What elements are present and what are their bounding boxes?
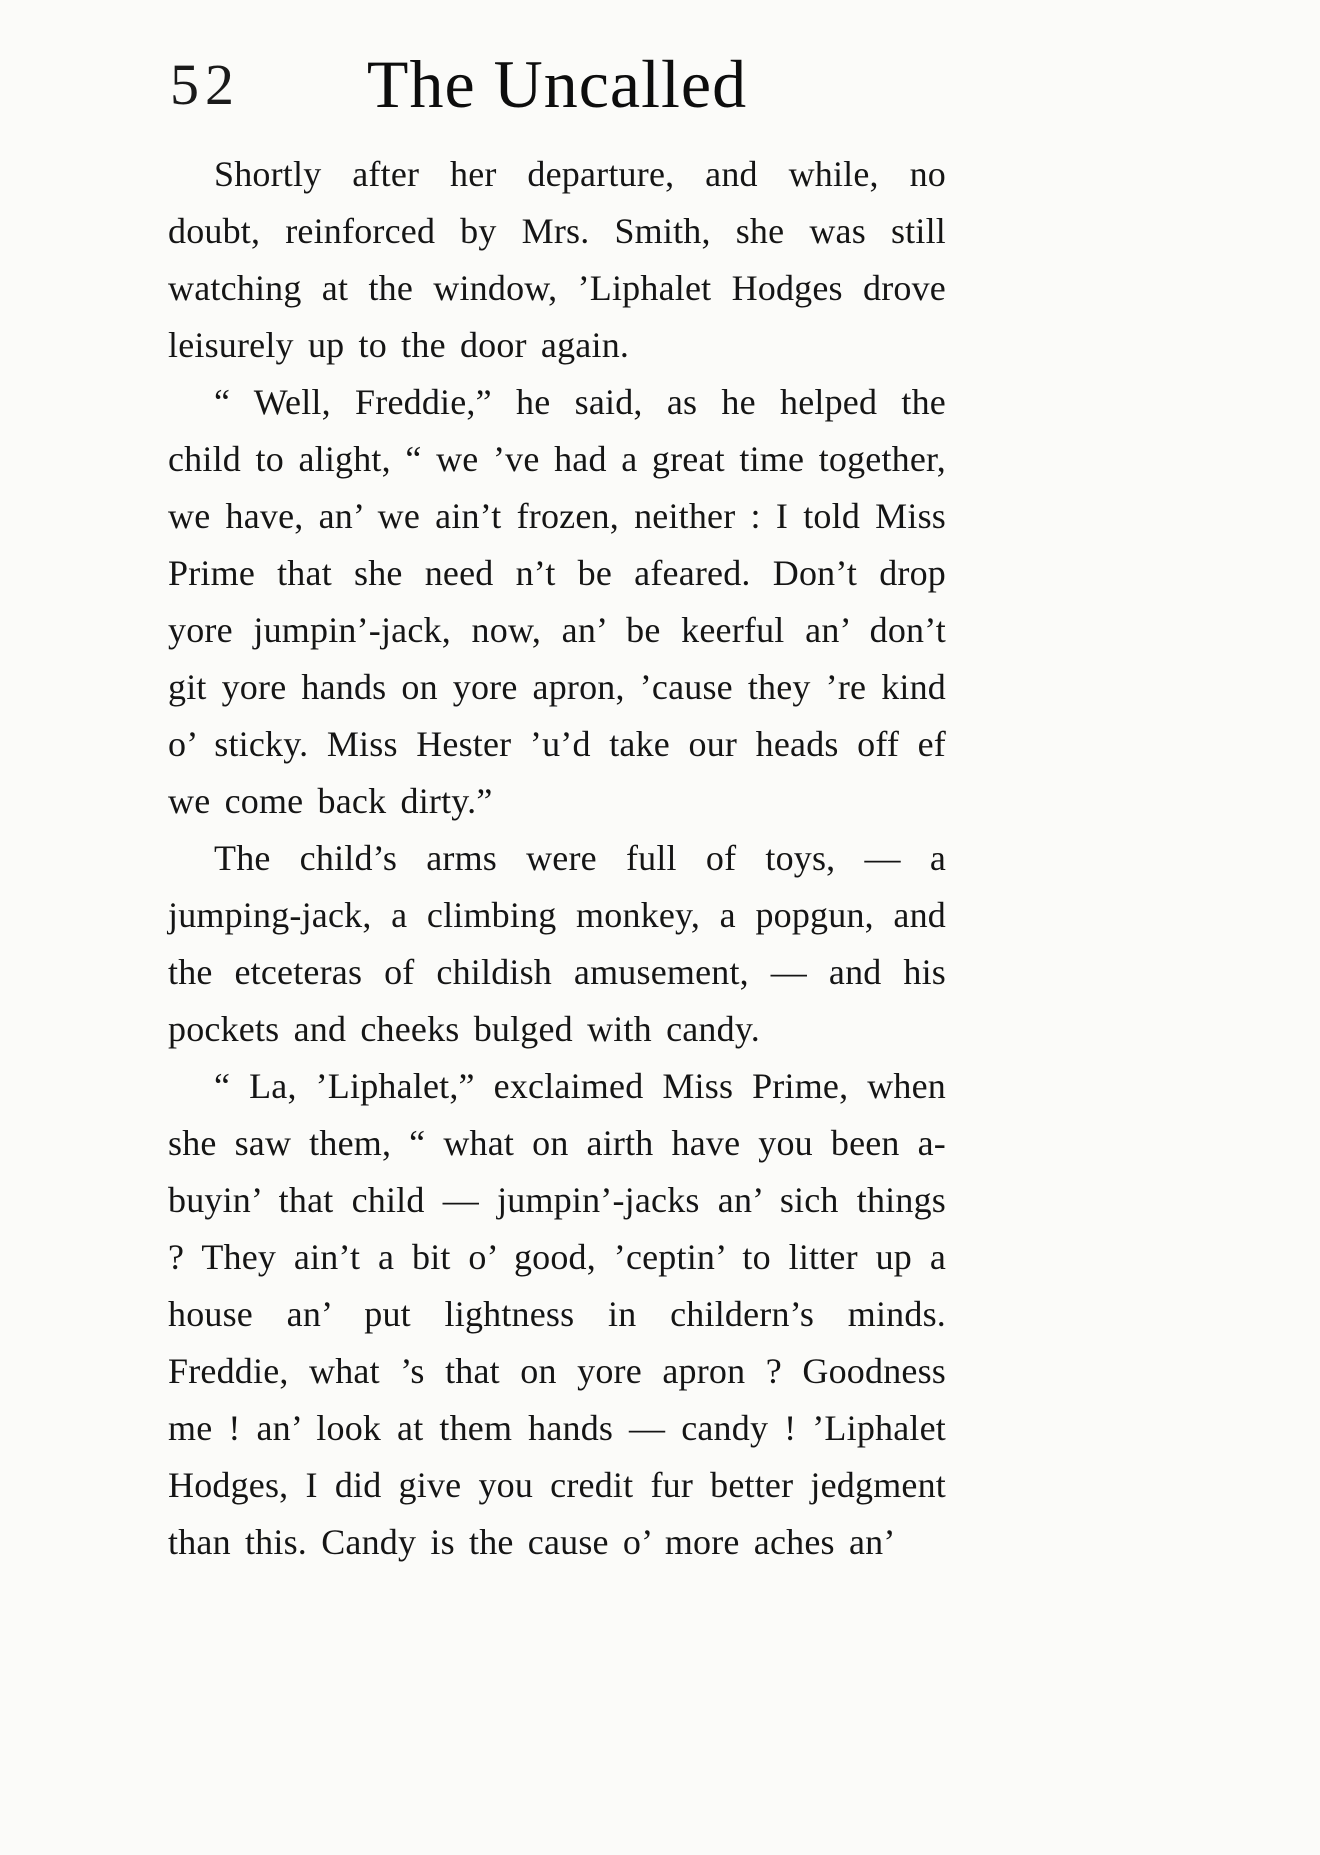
page-number: 52: [170, 52, 240, 117]
page-title: The Uncalled: [366, 46, 748, 122]
body-text: [168, 146, 946, 1571]
paragraph-1: Shortly after her departure, and while, no doubt, reinforced by Mrs. Smith, she was still watching at the window, ’Liphalet Hodges drove leisurely up to the door again.: [168, 154, 946, 365]
paragraph-3: The child’s arms were full of toys, — a jumping-jack, a climbing monkey, a popgun, and the etceteras of childish amusement, — and his pockets and cheeks bulged with candy.: [168, 838, 946, 1049]
page-header: [168, 28, 946, 124]
paragraph-4: “ La, ’Liphalet,” exclaimed Miss Prime, when she saw them, “ what on airth have you been a-buyin’ that child — jumpin’-jacks an’ sich things ? They ain’t a bit o’ good, ’ceptin’ to litter up a house an’ put lightness in childern’s minds. Freddie, what ’s that on yore apron ? Goodness me ! an’ look at them hands — candy ! ’Liphalet Hodges, I did give you credit fur better jedgment than this. Candy is the cause o’ more aches an’: [168, 1066, 946, 1562]
paragraph-2: “ Well, Freddie,” he said, as he helped the child to alight, “ we ’ve had a great time together, we have, an’ we ain’t frozen, neither : I told Miss Prime that she need n’t be afeared. Don’t drop yore jumpin’-jack, now, an’ be keerful an’ don’t git yore hands on yore apron, ’cause they ’re kind o’ sticky. Miss Hester ’u’d take our heads off ef we come back dirty.”: [168, 382, 946, 821]
book-page: [168, 28, 946, 1571]
